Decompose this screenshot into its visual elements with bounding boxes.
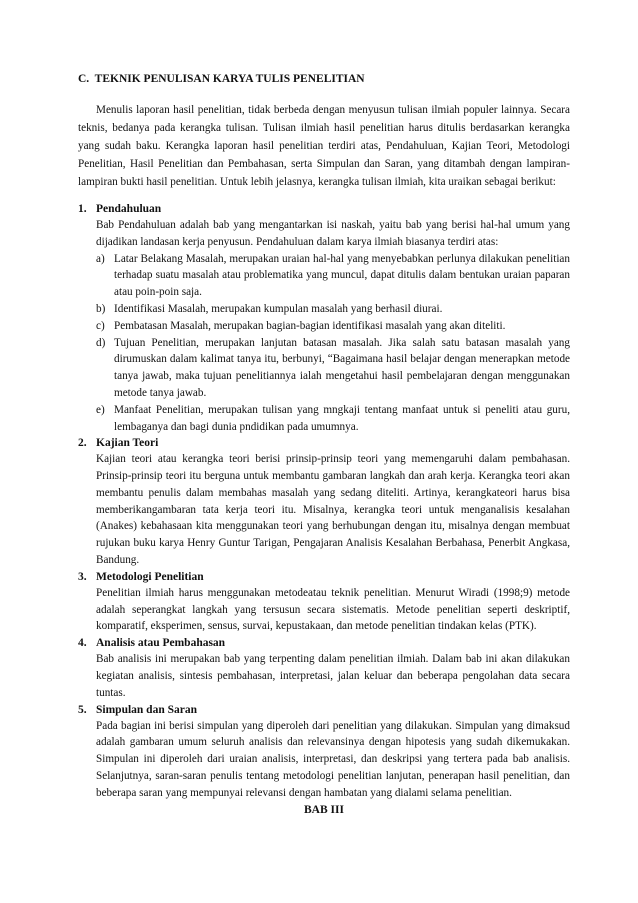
sub-letter: c) [96,319,105,332]
sub-letter: b) [96,302,106,315]
section-number: 5. [78,703,87,716]
sub-text: Manfaat Penelitian, merupakan tulisan yang mngkaji tentang manfaat untuk si peneliti atau guru, lembaganya dan bagi dunia pndidikan pada umumnya. [114,403,570,433]
section-title: Kajian Teori [96,437,159,450]
section-title: Simpulan dan Saran [96,703,197,716]
section-text: Kajian teori atau kerangka teori berisi prinsip-prinsip teori yang memengaruhi dalam pembahasan. Prinsip-prinsip teori itu berguna untuk membantu gambaran langkah dan arah kerja. Kerangka teori akan membantu penulis dalam membahas masalah yang sedang diteliti. Artinya, kerangkateori harus bisa memberikangambaran tata kerja teori itu. Misalnya, kerangka teori untuk menganalisis kesalahan (Anakes) kebahasaan kita menggunakan teori yang berhubungan dengan itu, misalnya dengan membuat rujukan buku karya Henry Guntur Tarigan, Pengajaran Analisis Kesalahan Berbahasa, Penerbit Angkasa, Bandung. [96,453,570,567]
sub-text: Identifikasi Masalah, merupakan kumpulan masalah yang berhasil diurai. [114,302,443,315]
sub-item [96,318,570,335]
intro-paragraph: Menulis laporan hasil penelitian, tidak berbeda dengan menyusun tulisan ilmiah populer lainnya. Secara teknis, bedanya pada kerangka tulisan. Tulisan ilmiah hasil penelitian harus ditulis berdasarkan kerangka yang sudah baku. Kerangka laporan hasil penelitian terdiri atas, Pendahuluan, Kajian Teori, Metodologi Penelitian, Hasil Penelitian dan Pembahasan, serta Simpulan dan Saran, yang ditambah dengan lampiran-lampiran bukti hasil penelitian. Untuk lebih jelasnya, kerangka tulisan ilmiah, kita uraikan sebagai berikut: [78,103,570,188]
section-item [78,702,570,802]
sub-item [96,402,570,436]
section-title: Analisis atau Pembahasan [96,637,226,650]
sub-item [96,301,570,318]
section-number: 1. [78,202,87,215]
section-item [78,569,570,635]
section-item [78,435,570,569]
sub-letter: e) [96,403,105,416]
sub-item [96,251,570,301]
sub-text: Latar Belakang Masalah, merupakan uraian hal-hal yang menyebabkan perlunya dilakukan penelitian terhadap suatu masalah atau problematika yang muncul, dapat ditulis dalam bentukan uraian paparan atau poin-poin saja. [114,252,570,299]
section-item [78,635,570,701]
sub-item [96,335,570,402]
sub-text: Tujuan Penelitian, merupakan lanjutan batasan masalah. Jika salah satu batasan masalah yang dirumuskan dalam kalimat tanya itu, berbunyi, “Bagaimana hasil belajar dengan menerapkan metode tanya jawab, maka tujuan penelitiannya ialah mengetahui hasil pembelajaran dengan menggunakan metode tanya jawab. [114,336,570,399]
section-text: Pada bagian ini berisi simpulan yang diperoleh dari penelitian yang dilakukan. Simpulan yang dimaksud adalah gambaran umum seluruh analisis dan relevansinya dengan hipotesis yang sudah dikemukakan. Simpulan ini diperoleh dari uraian analisis, interpretasi, dan deskripsi yang tertera pada bab analisis. Selanjutnya, saran-saran penulis tentang metodologi penelitian lanjutan, penerapan hasil penelitian, dan beberapa saran yang mempunyai relevansi dengan hambatan yang dialami selama penelitian. [96,719,570,799]
section-item [78,201,570,435]
heading-letter: C. [78,73,90,85]
section-heading [78,72,570,87]
section-title: Pendahuluan [96,202,162,215]
sub-letter: a) [96,252,105,265]
section-list [78,201,570,802]
section-number: 4. [78,637,87,650]
chapter-label: BAB III [304,803,344,816]
section-text: Bab Pendahuluan adalah bab yang mengantarkan isi naskah, yaitu bab yang berisi hal-hal umum yang dijadikan landasan kerja penyusun. Pendahuluan dalam karya ilmiah biasanya terdiri atas: [96,218,570,248]
section-text: Penelitian ilmiah harus menggunakan metodeatau teknik penelitian. Menurut Wiradi (1998;9) metode adalah seperangkat langkah yang tersusun secara sistematis. Metode penelitian seperti deskriptif, komparatif, eksperimen, sensus, survai, kepustakaan, dan metode penelitian tindakan kelas (PTK). [96,586,570,633]
section-text: Bab analisis ini merupakan bab yang terpenting dalam penelitian ilmiah. Dalam bab ini akan dilakukan kegiatan analisis, sintesis pembahasan, interpretasi, jalan keluar dan beberapa pengolahan data secara tuntas. [96,653,570,699]
section-number: 3. [78,570,87,583]
section-number: 2. [78,437,87,450]
section-title: Metodologi Penelitian [96,570,204,583]
sub-list [96,251,570,436]
sub-text: Pembatasan Masalah, merupakan bagian-bagian identifikasi masalah yang akan diteliti. [114,319,506,332]
sub-letter: d) [96,336,106,349]
heading-title: TEKNIK PENULISAN KARYA TULIS PENELITIAN [94,73,365,85]
